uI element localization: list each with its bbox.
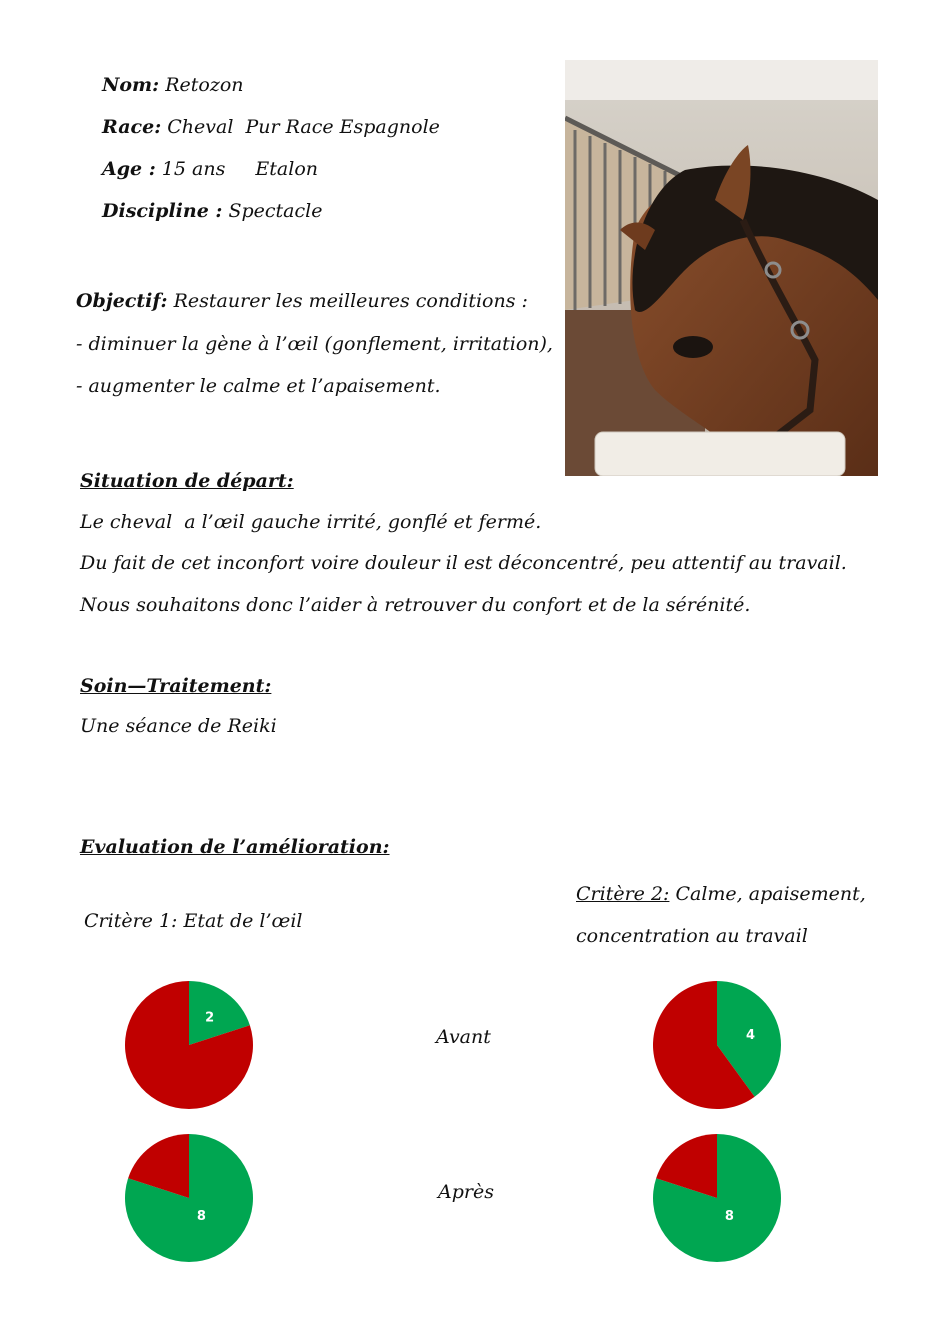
discipline-label: Discipline : [102,200,223,222]
pie-criterion2-before [652,980,782,1110]
situation-heading: Situation de départ: [80,470,294,492]
objective-item-2: - augmenter le calme et l’apaisement. [76,375,441,397]
pie-data-label: 8 [196,1209,206,1225]
horse-photo [565,60,878,476]
pie-data-label: 4 [745,1028,756,1044]
after-label: Après [438,1181,494,1203]
criterion-2-line-2: concentration au travail [576,925,808,947]
name-label: Nom: [102,74,160,96]
sex-value: Etalon [255,158,319,180]
treatment-heading: Soin—Traitement: [80,675,272,697]
race-value: Cheval Pur Race Espagnole [167,116,440,138]
name-line [102,74,244,96]
before-label: Avant [436,1026,491,1048]
objective-text: Restaurer les meilleures conditions : [173,290,528,312]
discipline-line [102,200,322,222]
situation-line-2: Du fait de cet inconfort voire douleur il est déconcentré, peu attentif au travail. [80,552,847,574]
criterion-2-text: Calme, apaisement, [669,883,866,905]
objective-item-1: - diminuer la gène à l’œil (gonflement, irritation), [76,333,553,355]
pie-criterion1-before [124,980,254,1110]
criterion-2-line-1 [576,883,866,905]
age-label: Age : [102,158,156,180]
objective-label: Objectif: [76,290,168,312]
criterion-1-label: Critère 1: Etat de l’œil [84,910,303,932]
criterion-2-label: Critère 2: [576,883,670,905]
name-value: Retozon [165,74,244,96]
race-line [102,116,440,138]
pie-criterion1-after [124,1133,254,1263]
age-value: 15 ans [161,158,226,180]
pie-data-label: 8 [724,1209,734,1225]
race-label: Race: [102,116,162,138]
pie-data-label: 2 [205,1010,215,1026]
situation-line-1: Le cheval a l’œil gauche irrité, gonflé et fermé. [80,511,542,533]
treatment-text: Une séance de Reiki [80,715,277,737]
evaluation-heading: Evaluation de l’amélioration: [80,836,390,858]
situation-line-3: Nous souhaitons donc l’aider à retrouver du confort et de la sérénité. [80,594,751,616]
objective-line [76,290,528,312]
discipline-value: Spectacle [228,200,323,222]
pie-criterion2-after [652,1133,782,1263]
age-line [102,158,318,180]
